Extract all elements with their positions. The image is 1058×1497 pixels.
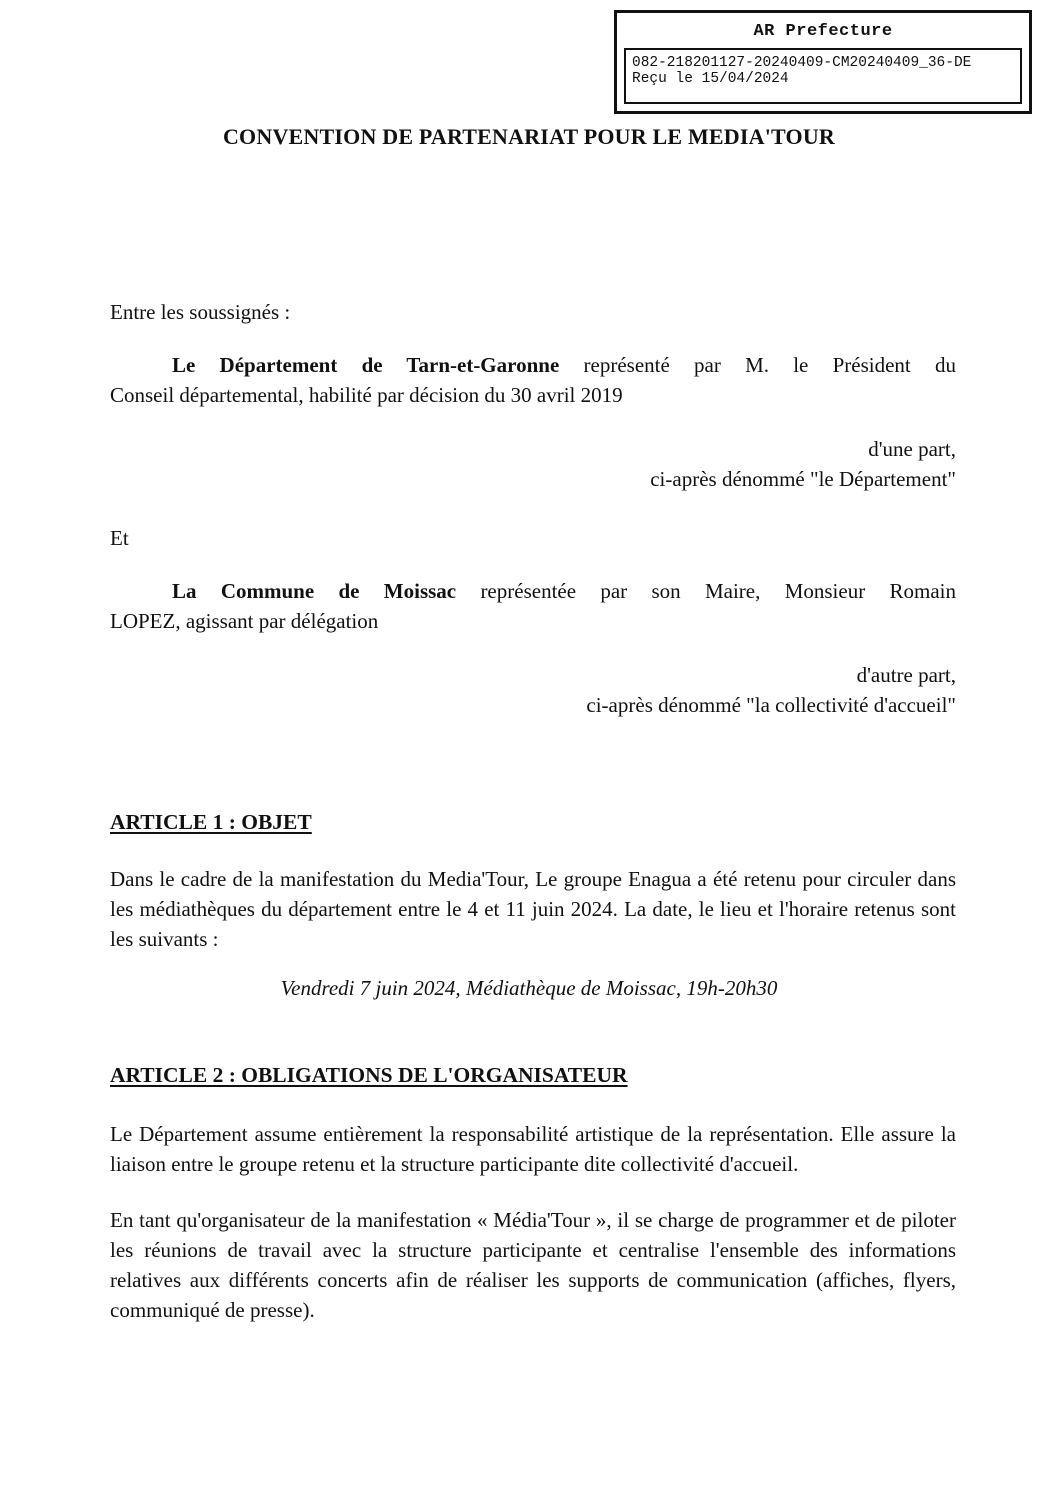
party1-desc-line2: Conseil départemental, habilité par décision du 30 avril 2019 [110,383,623,407]
article1-heading: ARTICLE 1 : OBJET [110,810,312,834]
article2-heading: ARTICLE 2 : OBLIGATIONS DE L'ORGANISATEUR [110,1063,628,1087]
article1-event: Vendredi 7 juin 2024, Médiathèque de Moissac, 19h-20h30 [280,976,778,1000]
party2-block [110,576,956,636]
party1-name: Le Département de Tarn-et-Garonne [172,353,560,377]
party2-desc-line2: LOPEZ, agissant par délégation [110,609,379,633]
party2-alias: ci-après dénommé "la collectivité d'accueil" [586,693,956,717]
party1-block [110,350,956,410]
stamp-title: AR Prefecture [753,22,893,41]
stamp-reference: 082-218201127-20240409-CM20240409_36-DE [632,55,972,71]
party2-role-block [110,660,956,720]
party1-role-block [110,434,956,494]
party1-line1 [110,350,956,380]
party2-role: d'autre part, [856,663,956,687]
party2-desc-line1: représentée par son Maire, Monsieur Romain [456,579,956,603]
prefecture-stamp [614,10,1032,114]
party2-line1 [110,576,956,606]
party1-alias: ci-après dénommé "le Département" [650,467,956,491]
party2-name: La Commune de Moissac [172,579,457,603]
document-title: CONVENTION DE PARTENARIAT POUR LE MEDIA'TOUR [222,124,836,149]
and-text: Et [110,526,129,550]
intro-text: Entre les soussignés : [110,300,291,324]
article2-para1: Le Département assume entièrement la responsabilité artistique de la représentation. Elle assure la liaison entre le groupe retenu et la structure participante dite collectivité d'accueil. [110,1122,956,1176]
article2-para2: En tant qu'organisateur de la manifestation « Média'Tour », il se charge de programmer et de piloter les réunions de travail avec la structure participante et centralise l'ensemble des informations relatives aux différents concerts afin de réaliser les supports de communication (affiches, flyers, communiqué de presse). [110,1208,956,1322]
party1-desc-line1: représenté par M. le Président du [559,353,957,377]
article1-text: Dans le cadre de la manifestation du Media'Tour, Le groupe Enagua a été retenu pour circuler dans les médiathèques du département entre le 4 et 11 juin 2024. La date, le lieu et l'horaire retenus sont les suivants : [110,867,956,951]
stamp-received-date: Reçu le 15/04/2024 [632,71,789,87]
stamp-details [624,48,1022,104]
party1-role: d'une part, [868,437,956,461]
